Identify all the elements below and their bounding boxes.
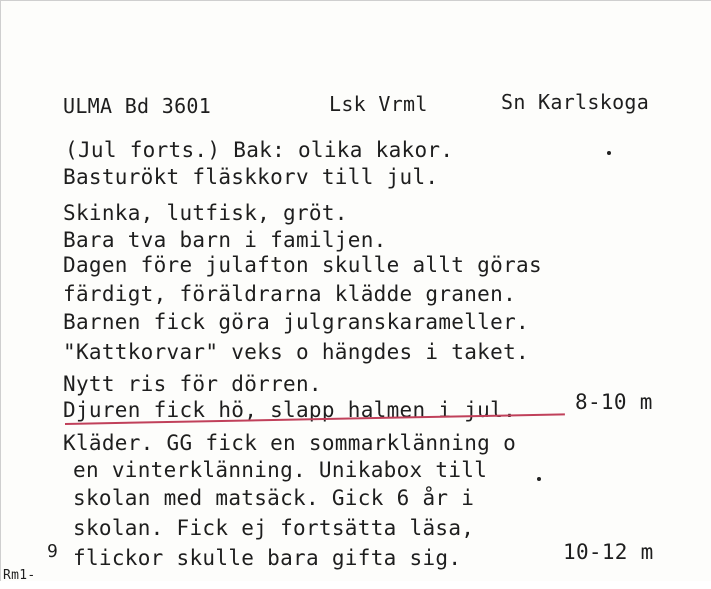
age-note-2: 10-12 m [563, 540, 654, 564]
text-line-5: Dagen före julafton skulle allt göras [63, 253, 542, 277]
province-code: Lsk Vrml [329, 92, 428, 116]
margin-stamp: Rm1- [3, 568, 36, 583]
text-line-10-underlined: Djuren fick hö, slapp halmen i jul. [63, 398, 517, 422]
text-line-7: Barnen fick göra julgranskarameller. [63, 310, 529, 334]
text-line-2: Basturökt fläskkorv till jul. [63, 165, 439, 189]
page-number: 9 [47, 541, 59, 562]
archive-reference: ULMA Bd 3601 [63, 94, 212, 118]
text-line-14: skolan. Fick ej fortsätta läsa, [73, 516, 475, 540]
text-line-11: Kläder. GG fick en sommarklänning o [63, 431, 517, 455]
ink-dot [537, 477, 541, 481]
text-line-1: (Jul forts.) Bak: olika kakor. [65, 138, 454, 162]
age-note-1: 8-10 m [575, 390, 653, 414]
text-line-15: flickor skulle bara gifta sig. [73, 546, 462, 570]
ink-dot [607, 151, 611, 155]
text-line-12: en vinterklänning. Unikabox till [73, 458, 488, 482]
text-line-3: Skinka, lutfisk, gröt. [63, 201, 348, 225]
text-line-6: färdigt, föräldrarna klädde granen. [63, 282, 517, 306]
text-line-4: Bara tva barn i familjen. [63, 228, 387, 252]
text-line-9: Nytt ris för dörren. [63, 372, 322, 396]
parish-name: Sn Karlskoga [501, 90, 650, 114]
text-line-8: "Kattkorvar" veks o hängdes i taket. [63, 340, 529, 364]
text-line-13: skolan med matsäck. Gick 6 år i [73, 486, 475, 510]
